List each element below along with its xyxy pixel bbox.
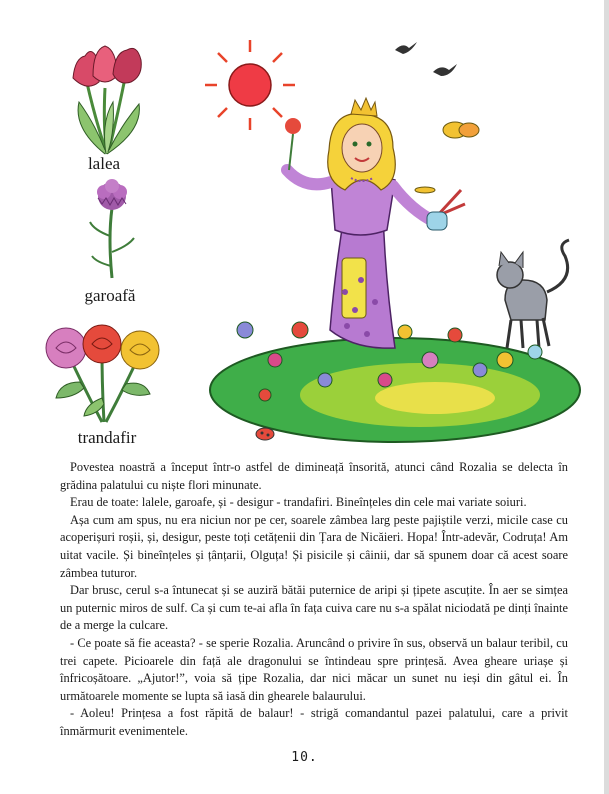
rose-label: trandafir xyxy=(77,428,137,447)
paragraph: - Ce poate să fie aceasta? - se sperie Rozalia. Aruncând o privire în sus, observă un balaur teribil, cu trei capete. Picioarele din față ale dragonului se întindeau spre prințesă. Avea gheare uriașe și înfricoșătoare. „Ajutor!”, voia să țipe Rozalia, dar nici măcar un sunet nu ieși din gâtul ei. În următoarele momente se lupta să iasă din ghearele balaurului. xyxy=(60,635,568,703)
flower-panel xyxy=(0,0,200,460)
page-edge xyxy=(604,0,609,794)
princess-garden-illustration xyxy=(205,30,600,455)
paragraph: - Aoleu! Prințesa a fost răpită de balaur! - strigă comandantul pazei palatului, care a privit înmărmurit evenimentele. xyxy=(60,706,568,738)
paragraph: Povestea noastră a început într-o astfel de dimineață însorită, atunci când Rozalia se delecta în grădina palatului cu niște flori minunate. xyxy=(60,460,568,492)
paragraph: Dar brusc, cerul s-a întunecat și se auziră bătăi puternice de aripi și țipete ascuțite. În aer se simțea un puternic miros de sulf. Ca și cum te-ai afla în fața cuiva care nu s-a spălat niciodată pe dinți înainte de a merge la culcare. xyxy=(60,583,568,633)
carnation-icon xyxy=(82,178,142,280)
tulip-icon xyxy=(65,38,150,156)
sun-icon xyxy=(205,40,295,130)
tulip-label: lalea xyxy=(87,154,121,173)
paragraph: Erau de toate: lalele, garoafe, și - desigur - trandafiri. Bineînțeles din cele mai variate soiuri. xyxy=(70,495,527,510)
paragraph: Așa cum am spus, nu era niciun nor pe cer, soarele zâmbea larg peste pajiștile verzi, micile case cu acoperișuri roșii, și, desigur, peste toți cetățenii din Țara de Nicăieri. Hopa! Într-adevăr, Codruța! Am uitat vacile. Și bineînțeles și țânțarii, Olguța! Și pisicile și câinii, dar să spunem doar că acest soare zâmbea tuturor. xyxy=(60,512,568,580)
carnation-label: garoafă xyxy=(84,286,136,305)
page-number: 10. xyxy=(291,750,318,765)
rose-icon xyxy=(40,318,165,426)
story-text xyxy=(60,459,568,741)
cat-icon xyxy=(497,240,569,348)
